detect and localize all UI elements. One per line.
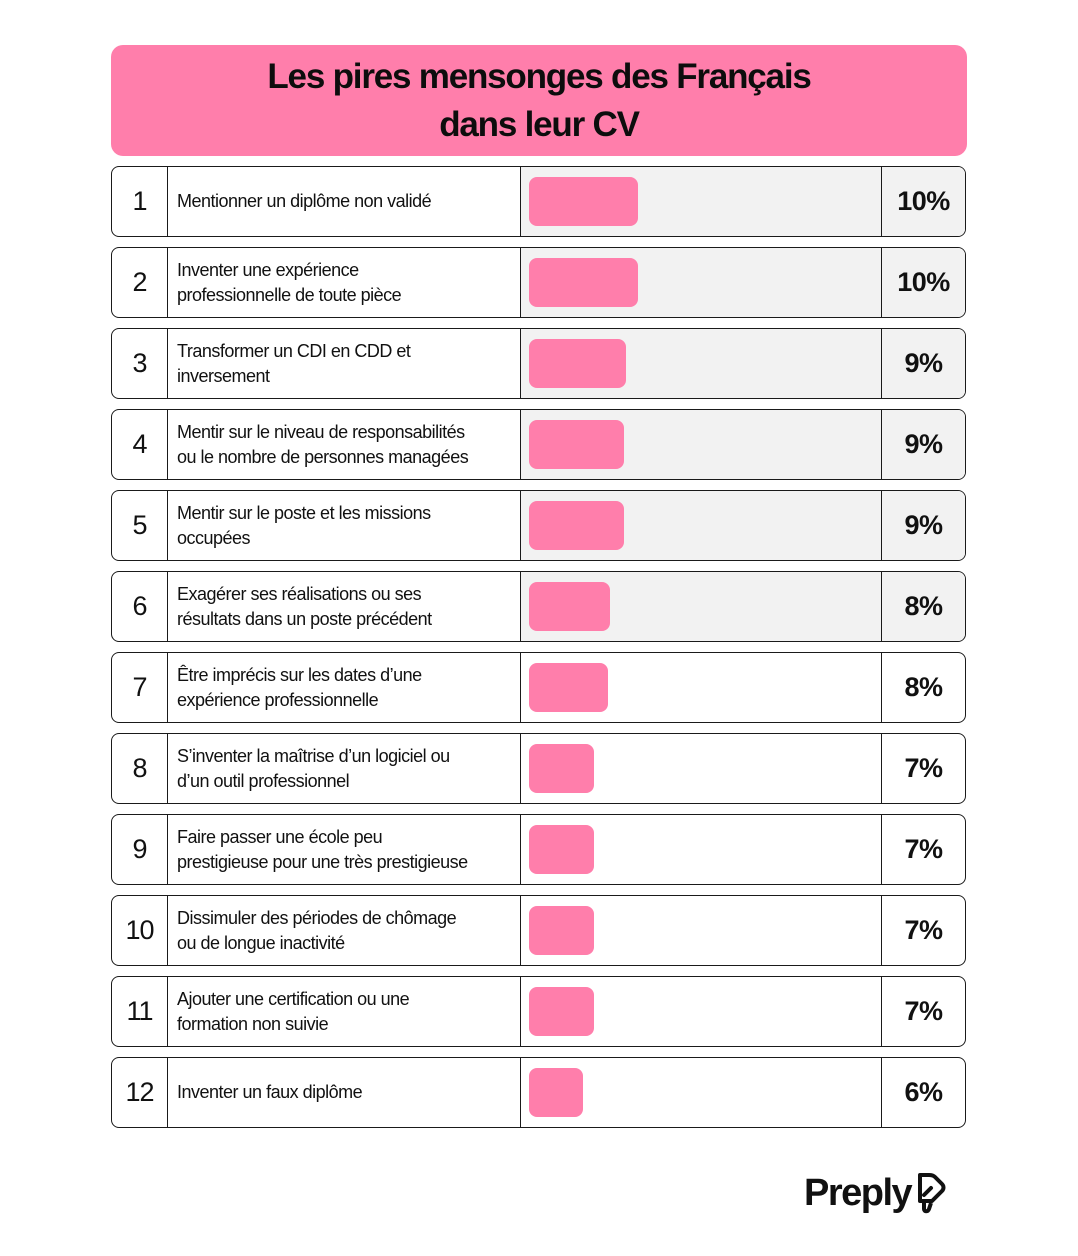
rank-number: 10 xyxy=(112,896,168,965)
value-label: 8% xyxy=(904,672,943,702)
value-label: 7% xyxy=(904,915,943,945)
bar xyxy=(529,582,610,631)
value-label: 10% xyxy=(882,167,965,236)
category-label-line: formation non suivie xyxy=(177,1013,329,1034)
bar-track xyxy=(521,815,882,884)
bar-track xyxy=(521,572,882,641)
bar xyxy=(529,825,594,874)
category-label-line: Ajouter une certification ou une xyxy=(177,988,410,1009)
category-label xyxy=(168,167,521,236)
bar-track xyxy=(521,734,882,803)
bar-track xyxy=(521,1058,882,1127)
category-label-line: Faire passer une école peu xyxy=(177,826,383,847)
table-row xyxy=(111,409,966,480)
value-label: 8% xyxy=(882,572,965,641)
bar xyxy=(529,501,624,550)
category-label-line: S’inventer la maîtrise d’un logiciel ou xyxy=(177,745,450,766)
bar-track xyxy=(521,329,882,398)
value-label: 6% xyxy=(904,1077,943,1107)
rank-number: 5 xyxy=(112,491,168,560)
value-label: 10% xyxy=(882,248,965,317)
table-row xyxy=(111,571,966,642)
category-label xyxy=(168,410,521,479)
bar xyxy=(529,1068,583,1117)
bar xyxy=(529,987,594,1036)
bar xyxy=(529,663,608,712)
category-label xyxy=(168,896,521,965)
bar-track xyxy=(521,167,882,236)
category-label-line: Mentir sur le niveau de responsabilités xyxy=(177,421,465,442)
category-label-line: Mentir sur le poste et les missions xyxy=(177,502,431,523)
category-label-line: Être imprécis sur les dates d’une xyxy=(177,664,422,685)
rank-number: 8 xyxy=(112,734,168,803)
category-label-line: d’un outil professionnel xyxy=(177,770,350,791)
value-label: 9% xyxy=(882,329,965,398)
bar xyxy=(529,339,626,388)
value-label: 7% xyxy=(904,753,943,783)
table-row xyxy=(111,490,966,561)
bar xyxy=(529,177,638,226)
title-line-2: dans leur CV xyxy=(439,104,639,144)
bar-track xyxy=(521,248,882,317)
preply-logo xyxy=(804,1166,970,1220)
category-label xyxy=(168,815,521,884)
bar-track xyxy=(521,410,882,479)
table-row xyxy=(111,652,966,723)
table-row xyxy=(111,328,966,399)
rank-number: 3 xyxy=(112,329,168,398)
rank-number: 9 xyxy=(112,815,168,884)
category-label-line: prestigieuse pour une très prestigieuse xyxy=(177,851,468,872)
table-row xyxy=(111,1057,966,1128)
preply-arrow-icon xyxy=(915,1171,947,1215)
category-label-line: occupées xyxy=(177,527,251,548)
bar xyxy=(529,420,624,469)
category-label xyxy=(168,572,521,641)
rank-number: 4 xyxy=(112,410,168,479)
bar-track xyxy=(521,977,882,1046)
bar-track xyxy=(521,896,882,965)
rank-number: 2 xyxy=(112,248,168,317)
category-label-line: Exagérer ses réalisations ou ses xyxy=(177,583,422,604)
category-label-line: ou le nombre de personnes managées xyxy=(177,446,469,467)
rank-number: 1 xyxy=(112,167,168,236)
table-row xyxy=(111,895,966,966)
value-label: 7% xyxy=(904,996,943,1026)
bar-track xyxy=(521,491,882,560)
bar xyxy=(529,906,594,955)
category-label-line: résultats dans un poste précédent xyxy=(177,608,432,629)
category-label xyxy=(168,248,521,317)
category-label-line: Dissimuler des périodes de chômage xyxy=(177,907,457,928)
category-label xyxy=(168,1058,521,1127)
value-label: 9% xyxy=(882,410,965,479)
category-label-line: Inventer une expérience xyxy=(177,259,359,280)
title-line-1: Les pires mensonges des Français xyxy=(267,56,811,96)
table-row xyxy=(111,166,966,237)
table-row xyxy=(111,976,966,1047)
title-banner xyxy=(111,45,967,156)
value-label: 7% xyxy=(904,834,943,864)
category-label-line: inversement xyxy=(177,365,270,386)
category-label xyxy=(168,977,521,1046)
bar xyxy=(529,258,638,307)
logo-text: Preply xyxy=(804,1172,912,1214)
category-label-line: Transformer un CDI en CDD et xyxy=(177,340,411,361)
category-label-line: expérience professionnelle xyxy=(177,689,379,710)
bar xyxy=(529,744,594,793)
value-label: 9% xyxy=(882,491,965,560)
category-label-line: Mentionner un diplôme non validé xyxy=(177,191,432,211)
table-row xyxy=(111,814,966,885)
rank-number: 12 xyxy=(112,1058,168,1127)
category-label xyxy=(168,329,521,398)
table-row xyxy=(111,247,966,318)
category-label-line: ou de longue inactivité xyxy=(177,932,345,953)
bar-track xyxy=(521,653,882,722)
rank-number: 11 xyxy=(112,977,168,1046)
table-row xyxy=(111,733,966,804)
category-label-line: professionnelle de toute pièce xyxy=(177,284,402,305)
category-label xyxy=(168,653,521,722)
rank-number: 6 xyxy=(112,572,168,641)
rank-number: 7 xyxy=(112,653,168,722)
category-label-line: Inventer un faux diplôme xyxy=(177,1082,363,1102)
category-label xyxy=(168,491,521,560)
category-label xyxy=(168,734,521,803)
